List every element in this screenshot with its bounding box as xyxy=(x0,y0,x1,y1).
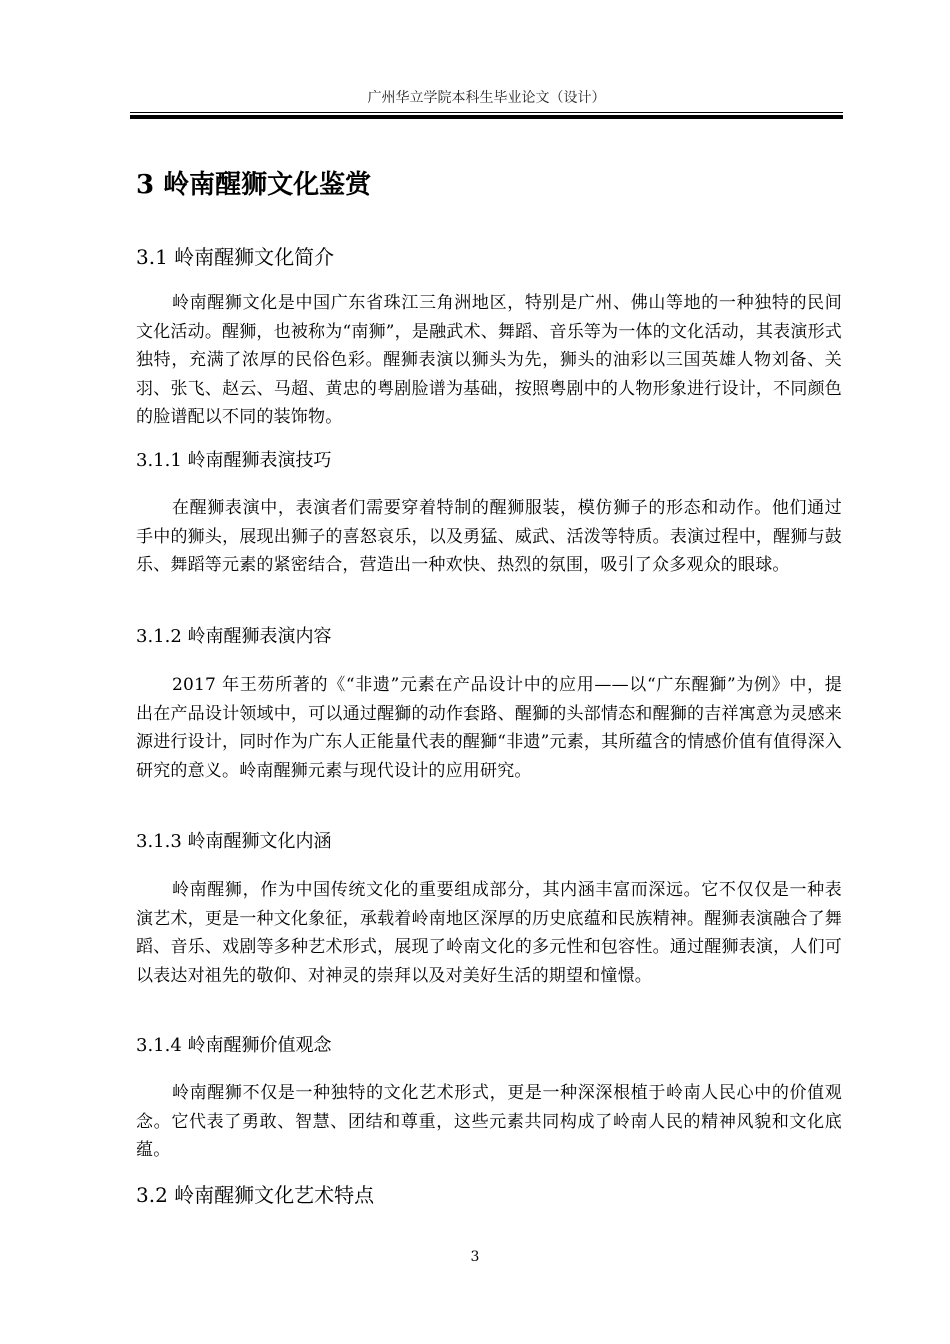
section-heading-3-1-3: 3.1.3 岭南醒狮文化内涵 xyxy=(136,831,332,852)
section-heading-3-1-4: 3.1.4 岭南醒狮价值观念 xyxy=(136,1035,332,1056)
section-heading-3-2: 3.2 岭南醒狮文化艺术特点 xyxy=(136,1183,375,1207)
header-rule-thick xyxy=(130,115,843,119)
section-paragraph-3-1-4: 岭南醒狮不仅是一种独特的文化艺术形式，更是一种深深根植于岭南人民心中的价值观念。它代表了勇敢、智慧、团结和尊重，这些元素共同构成了岭南人民的精神风貌和文化底蕴。 xyxy=(136,1083,842,1160)
section-paragraph-3-1-2: 2017 年王芴所著的《“非遗”元素在产品设计中的应用——以“广东醒獅”为例》中，提出在产品设计领域中，可以通过醒獅的动作套路、醒獅的头部情态和醒獅的吉祥寓意为灵感来源进行设计，同时作为广东人正能量代表的醒獅“非遗”元素，其所蕴含的情感价值有值得深入研究的意义。岭南醒狮元素与现代设计的应用研究。 xyxy=(136,675,842,781)
page-number: 3 xyxy=(470,1249,480,1265)
section-paragraph-3-1-3: 岭南醒狮，作为中国传统文化的重要组成部分，其内涵丰富而深远。它不仅仅是一种表演艺术，更是一种文化象征，承载着岭南地区深厚的历史底蕴和民族精神。醒狮表演融合了舞蹈、音乐、戏剧等多种艺术形式，展现了岭南文化的多元性和包容性。通过醒狮表演，人们可以表达对祖先的敬仰、对神灵的崇拜以及对美好生活的期望和憧憬。 xyxy=(136,880,842,986)
section-heading-3-1: 3.1 岭南醒狮文化简介 xyxy=(136,245,335,269)
header-rule-thin xyxy=(130,112,843,113)
section-paragraph-3-1-1: 在醒狮表演中，表演者们需要穿着特制的醒狮服装，模仿狮子的形态和动作。他们通过手中的狮头，展现出狮子的喜怒哀乐，以及勇猛、威武、活泼等特质。表演过程中，醒狮与鼓乐、舞蹈等元素的紧密结合，营造出一种欢快、热烈的氛围，吸引了众多观众的眼球。 xyxy=(136,498,842,575)
running-header: 广州华立学院本科生毕业论文（设计） xyxy=(367,90,606,106)
section-heading-3-1-1: 3.1.1 岭南醒狮表演技巧 xyxy=(136,450,332,471)
section-heading-3-1-2: 3.1.2 岭南醒狮表演内容 xyxy=(136,626,332,647)
chapter-heading: 3 岭南醒狮文化鉴赏 xyxy=(136,170,372,200)
section-paragraph-3-1: 岭南醒狮文化是中国广东省珠江三角洲地区，特别是广州、佛山等地的一种独特的民间文化活动。醒狮，也被称为“南狮”，是融武术、舞蹈、音乐等为一体的文化活动，其表演形式独特，充满了浓厚的民俗色彩。醒狮表演以狮头为先，狮头的油彩以三国英雄人物刘备、关羽、张飞、赵云、马超、黄忠的粤剧脸谱为基础，按照粤剧中的人物形象进行设计，不同颜色的脸谱配以不同的装饰物。 xyxy=(136,293,842,427)
